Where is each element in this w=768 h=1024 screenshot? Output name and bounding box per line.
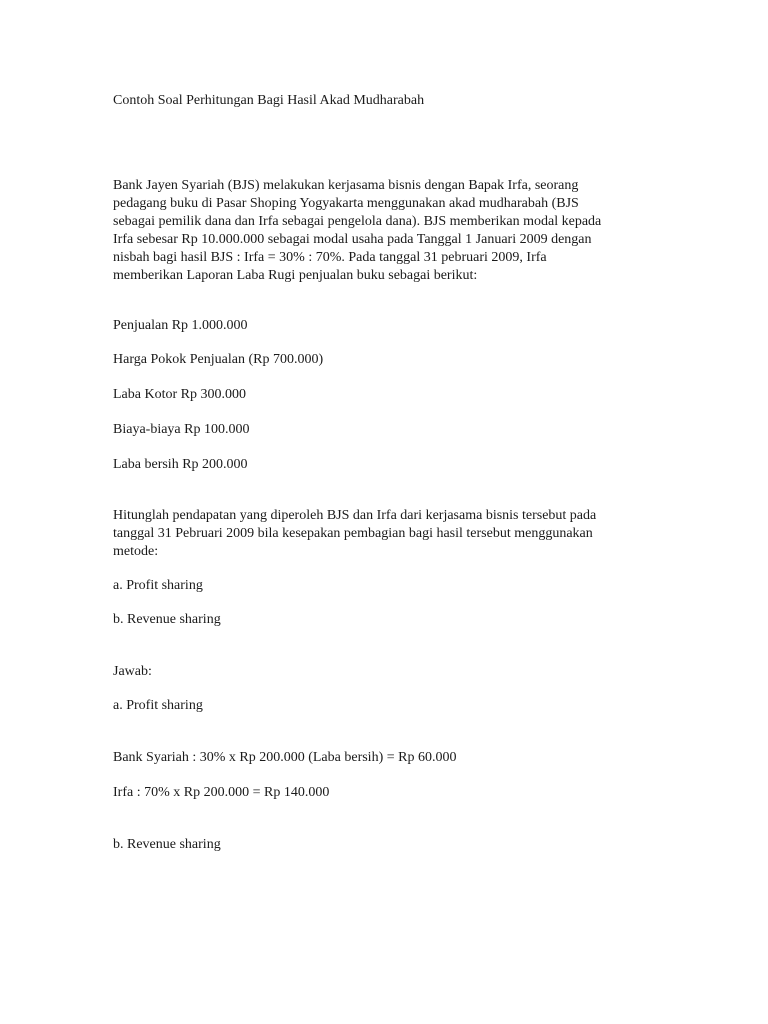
intro-line: sebagai pemilik dana dan Irfa sebagai pengelola dana). BJS memberikan modal kepada xyxy=(113,214,602,229)
document-title: Contoh Soal Perhitungan Bagi Hasil Akad Mudharabah xyxy=(113,93,425,108)
intro-paragraph xyxy=(113,177,653,285)
intro-line: pedagang buku di Pasar Shoping Yogyakarta menggunakan akad mudharabah (BJS xyxy=(113,196,579,211)
question-line: metode: xyxy=(113,544,159,559)
answer-part-b: b. Revenue sharing xyxy=(113,837,221,852)
question-line: Hitunglah pendapatan yang diperoleh BJS dan Irfa dari kerjasama bisnis tersebut pada xyxy=(113,508,597,523)
option-b: b. Revenue sharing xyxy=(113,612,221,627)
report-biaya: Biaya-biaya Rp 100.000 xyxy=(113,422,250,437)
answer-bank-calc: Bank Syariah : 30% x Rp 200.000 (Laba bersih) = Rp 60.000 xyxy=(113,750,457,765)
option-a: a. Profit sharing xyxy=(113,578,203,593)
intro-line: nisbah bagi hasil BJS : Irfa = 30% : 70%. Pada tanggal 31 pebruari 2009, Irfa xyxy=(113,250,547,265)
question-line: tanggal 31 Pebruari 2009 bila kesepakan pembagian bagi hasil tersebut menggunakan xyxy=(113,526,593,541)
report-laba-bersih: Laba bersih Rp 200.000 xyxy=(113,457,248,472)
answer-label: Jawab: xyxy=(113,664,152,679)
report-penjualan: Penjualan Rp 1.000.000 xyxy=(113,318,248,333)
intro-line: Bank Jayen Syariah (BJS) melakukan kerjasama bisnis dengan Bapak Irfa, seorang xyxy=(113,178,579,193)
answer-part-a: a. Profit sharing xyxy=(113,698,203,713)
answer-irfa-calc: Irfa : 70% x Rp 200.000 = Rp 140.000 xyxy=(113,785,330,800)
report-hpp: Harga Pokok Penjualan (Rp 700.000) xyxy=(113,352,324,367)
report-laba-kotor: Laba Kotor Rp 300.000 xyxy=(113,387,246,402)
intro-line: memberikan Laporan Laba Rugi penjualan buku sebagai berikut: xyxy=(113,268,478,283)
intro-line: Irfa sebesar Rp 10.000.000 sebagai modal usaha pada Tanggal 1 Januari 2009 dengan xyxy=(113,232,592,247)
question-paragraph xyxy=(113,507,653,561)
